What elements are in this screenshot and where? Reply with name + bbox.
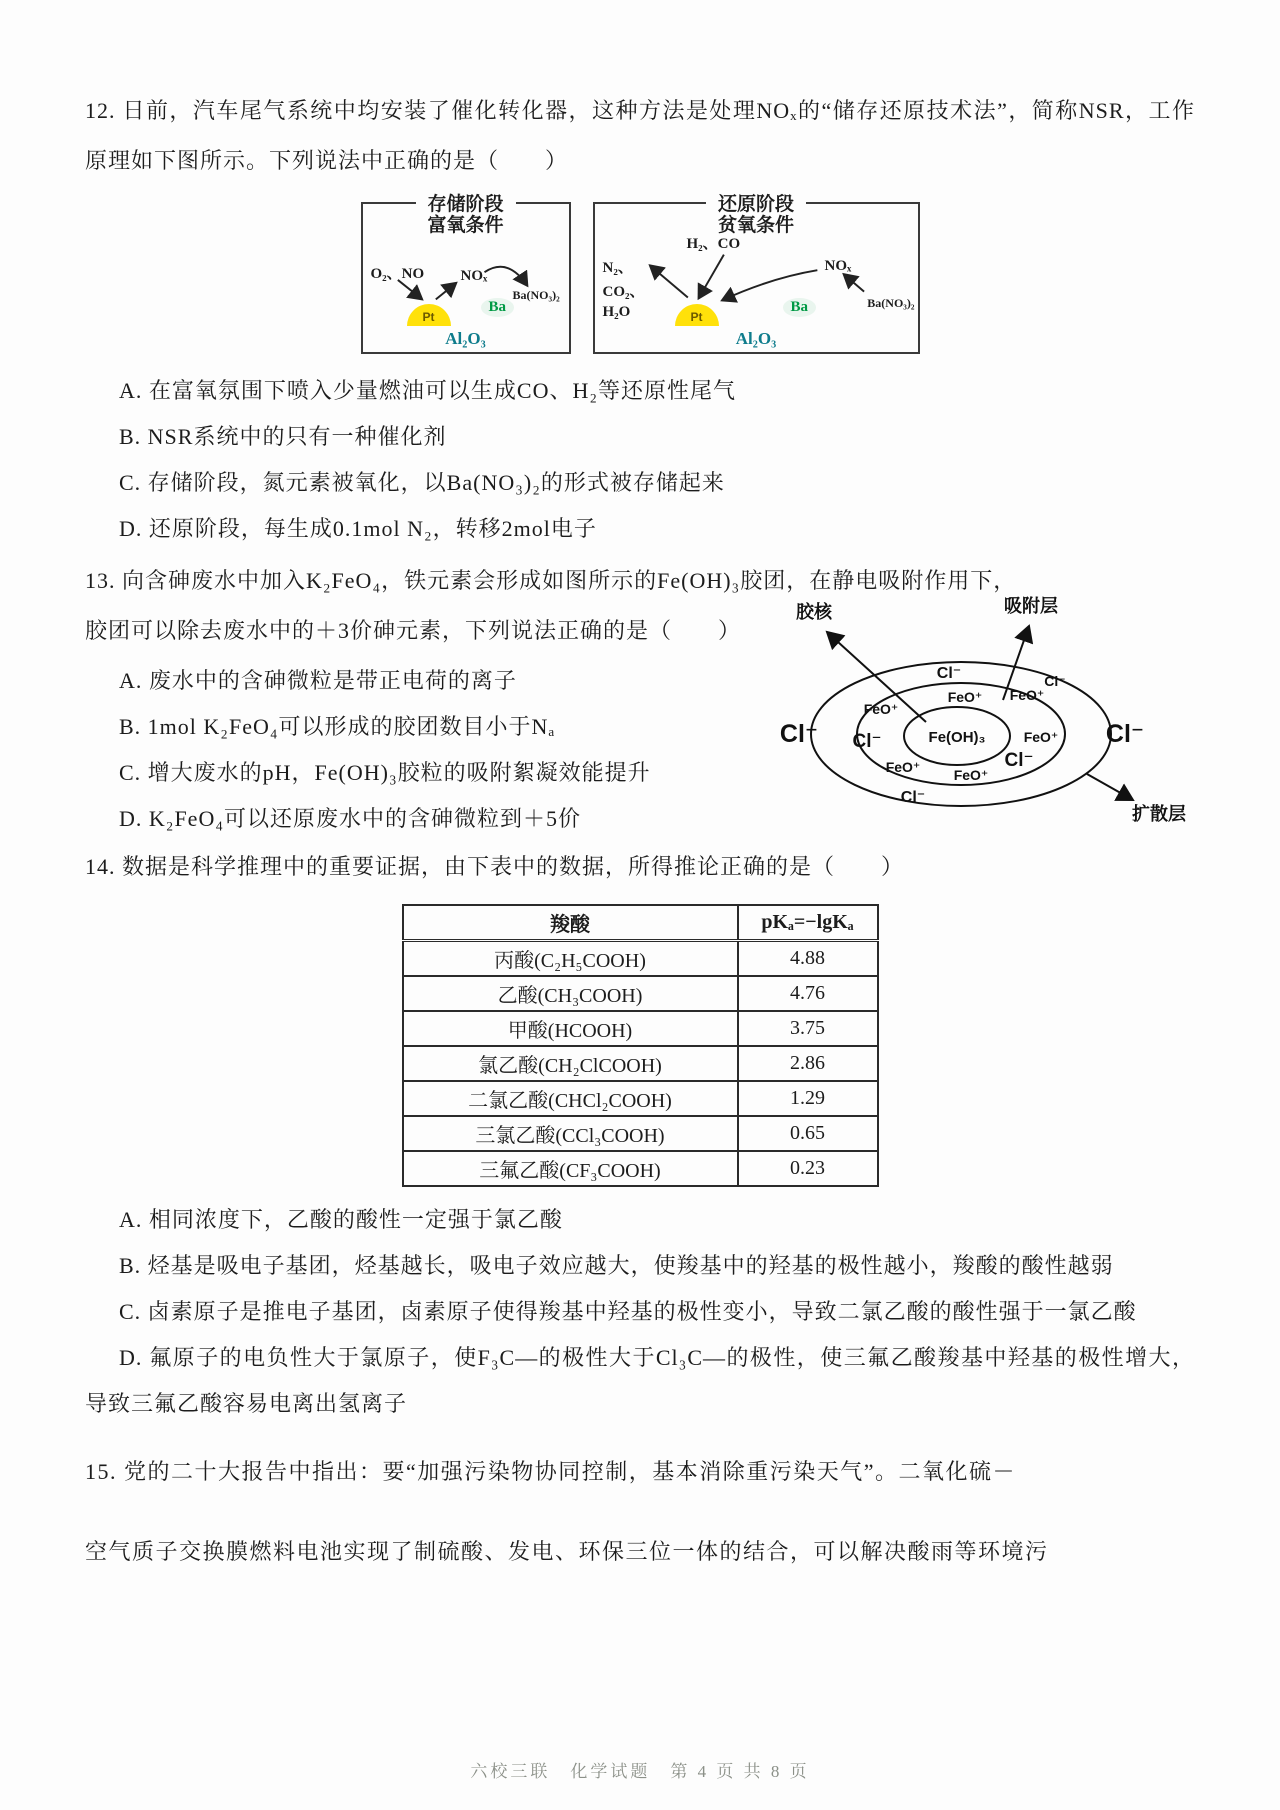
q12-option-d: D. 还原阶段，每生成0.1mol N₂，转移2mol电子 <box>119 516 597 541</box>
q13-option-b: B. 1mol K₂FeO₄可以形成的胶团数目小于Nₐ <box>119 714 556 739</box>
chloride-anion-label: Cl⁻ <box>1004 750 1034 771</box>
acid-name: 甲酸(HCOOH) <box>403 1011 738 1046</box>
storage-pt-catalyst: Pt <box>407 304 451 326</box>
reduction-pt-catalyst: Pt <box>675 304 719 326</box>
pka-value: 4.76 <box>738 976 878 1011</box>
acid-name: 乙酸(CH₃COOH) <box>403 976 738 1011</box>
table-row <box>403 1116 878 1151</box>
storage-phase-box <box>361 194 571 354</box>
q15-line1: 15. 党的二十大报告中指出：要“加强污染物协同控制，基本消除重污染天气”。二氧化硫－ <box>85 1459 1017 1484</box>
page-footer: 六校三联 化学试题 第 4 页 共 8 页 <box>470 1762 810 1781</box>
table-row <box>403 1046 878 1081</box>
colloid-core-callout: 胶核 <box>796 602 832 622</box>
q14-options <box>85 1197 1195 1427</box>
chloride-anion-label: Cl⁻ <box>1044 673 1066 689</box>
table-row <box>403 1011 878 1046</box>
q12-stem: 12. 日前，汽车尾气系统中均安装了催化转化器，这种方法是处理NOₓ的“储存还原技术法”，简称NSR，工作原理如下图所示。下列说法中正确的是（ ） <box>85 98 1195 173</box>
table-header-pka: pKₐ=−lgKₐ <box>738 905 878 941</box>
q13-stem-line2: 胶团可以除去废水中的＋3价砷元素，下列说法正确的是（ ） <box>85 618 742 643</box>
colloid-core-formula: Fe(OH)₃ <box>928 729 986 746</box>
reduction-phase-box <box>593 194 920 354</box>
table-header-row <box>403 905 878 941</box>
diffusion-layer-callout: 扩散层 <box>1132 804 1186 824</box>
table-row <box>403 1081 878 1116</box>
storage-ba-site: Ba <box>481 298 515 317</box>
q14-stem: 14. 数据是科学推理中的重要证据，由下表中的数据，所得推论正确的是（ ） <box>85 854 905 879</box>
colloid-micelle-diagram <box>721 592 1201 824</box>
pka-value: 4.88 <box>738 941 878 977</box>
outlet-gas-co2-label: CO₂、 <box>602 284 645 300</box>
storage-nox-label: NOₓ <box>460 268 488 284</box>
q14-option-a: A. 相同浓度下，乙酸的酸性一定强于氯乙酸 <box>119 1207 563 1232</box>
q12-nsr-diagram <box>85 194 1195 354</box>
storage-phase-title: 存储阶段 <box>415 189 515 216</box>
feo-cation-label: FeO⁺ <box>1009 687 1045 703</box>
q13-option-c: C. 增大废水的pH，Fe(OH)₃胶粒的吸附絮凝效能提升 <box>119 760 651 785</box>
pka-value: 2.86 <box>738 1046 878 1081</box>
acid-name: 氯乙酸(CH₂ClCOOH) <box>403 1046 738 1081</box>
acid-name: 三氯乙酸(CCl₃COOH) <box>403 1116 738 1151</box>
storage-inlet-gas-label: O₂、NO <box>370 266 425 282</box>
storage-barium-nitrate-label: Ba(NO₃)₂ <box>512 288 560 302</box>
reduction-support-label: Al₂O₃ <box>735 329 777 348</box>
feo-cation-label: FeO⁺ <box>947 689 983 705</box>
table-row <box>403 1151 878 1186</box>
table-header-acid: 羧酸 <box>403 905 738 941</box>
feo-cation-label: FeO⁺ <box>1023 729 1059 745</box>
q14-option-c: C. 卤素原子是推电子基团，卤素原子使得羧基中羟基的极性变小，导致二氯乙酸的酸性强于一氯乙酸 <box>119 1299 1137 1324</box>
acid-name: 三氟乙酸(CF₃COOH) <box>403 1151 738 1186</box>
chloride-anion-label: Cl⁻ <box>852 731 882 752</box>
q12-option-c: C. 存储阶段，氮元素被氧化，以Ba(NO₃)₂的形式被存储起来 <box>119 470 725 495</box>
q13-option-a: A. 废水中的含砷微粒是带正电荷的离子 <box>119 668 517 693</box>
chloride-anion-label: Cl⁻ <box>900 789 926 806</box>
reduction-inlet-gas-label: H₂、CO <box>686 236 741 252</box>
storage-support-label: Al₂O₃ <box>445 329 486 348</box>
q14-option-b: B. 烃基是吸电子基团，烃基越长，吸电子效应越大，使羧基中的羟基的极性越小，羧酸的酸性越弱 <box>119 1253 1114 1278</box>
q13-block <box>85 556 1195 842</box>
pka-value: 3.75 <box>738 1011 878 1046</box>
reduction-ba-site: Ba <box>783 298 817 317</box>
q12-option-b: B. NSR系统中的只有一种催化剂 <box>119 424 447 449</box>
adsorption-layer-callout: 吸附层 <box>1004 596 1058 616</box>
storage-condition-label: 富氧条件 <box>427 215 504 236</box>
reduction-condition-label: 贫氧条件 <box>717 215 794 236</box>
pka-value: 0.23 <box>738 1151 878 1186</box>
outlet-gas-n2-label: N₂、 <box>602 260 633 276</box>
table-row <box>403 976 878 1011</box>
acid-name: 丙酸(C₂H₅COOH) <box>403 941 738 977</box>
pka-table <box>402 904 879 1187</box>
q13-stem-line1: 13. 向含砷废水中加入K₂FeO₄，铁元素会形成如图所示的Fe(OH)₃胶团，在静电吸附作用下， <box>85 568 1017 593</box>
pka-value: 0.65 <box>738 1116 878 1151</box>
q14-option-d: D. 氟原子的电负性大于氯原子，使F₃C—的极性大于Cl₃C—的极性，使三氟乙酸羧基中羟基的极性增大，导致三氟乙酸容易电离出氢离子 <box>85 1345 1195 1416</box>
reduction-nox-label: NOₓ <box>824 258 852 274</box>
chloride-anion-label: Cl⁻ <box>1105 720 1145 748</box>
q12-option-a: A. 在富氧氛围下喷入少量燃油可以生成CO、H₂等还原性尾气 <box>119 378 737 403</box>
outlet-gas-h2o-label: H₂O <box>602 304 631 320</box>
table-row <box>403 941 878 977</box>
chloride-anion-label: Cl⁻ <box>936 665 962 682</box>
chloride-anion-label: Cl⁻ <box>779 720 819 748</box>
q15-line2: 空气质子交换膜燃料电池实现了制硫酸、发电、环保三位一体的结合，可以解决酸雨等环境污 <box>85 1539 1049 1564</box>
q15-block <box>85 1437 1195 1587</box>
feo-cation-label: FeO⁺ <box>885 759 921 775</box>
feo-cation-label: FeO⁺ <box>863 701 899 717</box>
q12-options <box>85 368 1195 552</box>
pka-value: 1.29 <box>738 1081 878 1116</box>
feo-cation-label: FeO⁺ <box>953 767 989 783</box>
reduction-barium-nitrate-label: Ba(NO₃)₂ <box>867 296 915 310</box>
acid-name: 二氯乙酸(CHCl₂COOH) <box>403 1081 738 1116</box>
q13-option-d: D. K₂FeO₄可以还原废水中的含砷微粒到＋5价 <box>119 806 582 831</box>
reduction-phase-title: 还原阶段 <box>706 189 806 216</box>
q13-options <box>85 658 775 842</box>
